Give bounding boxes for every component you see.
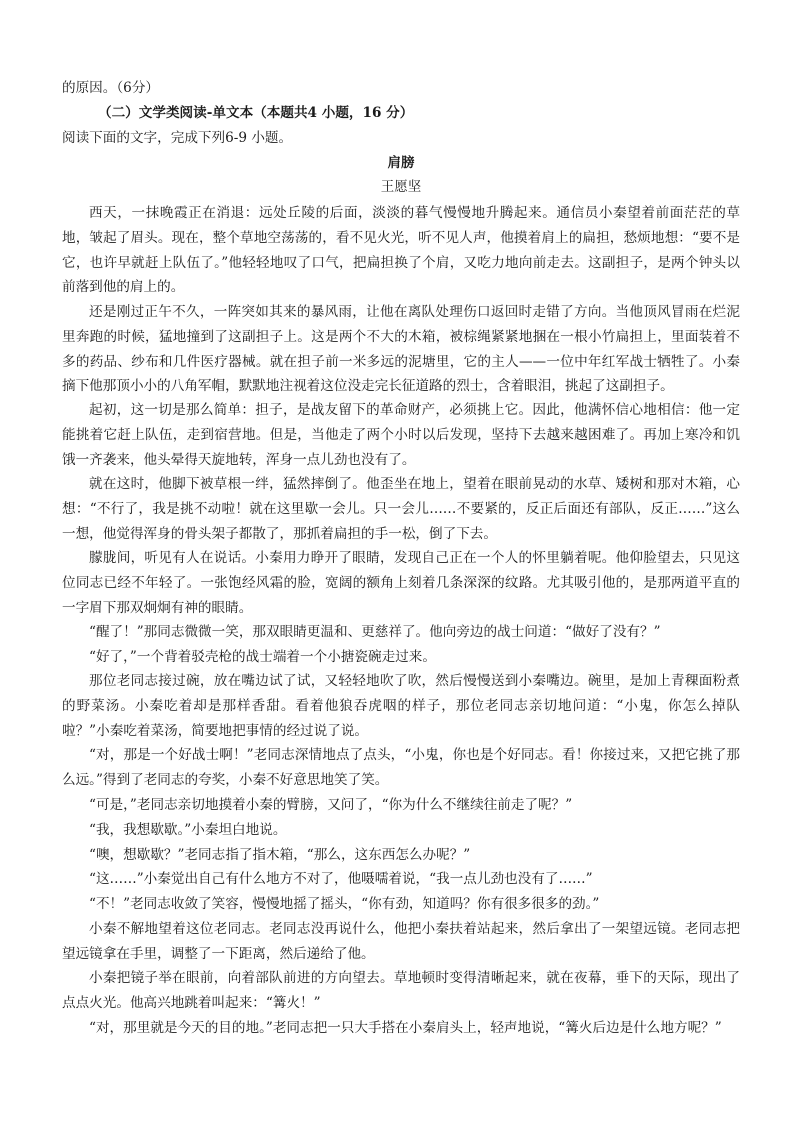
paragraph: “不！”老同志收敛了笑容，慢慢地摇了摇头，“你有劲，知道吗？你有很多很多的劲。” <box>89 896 600 912</box>
paragraph: “可是，”老同志亲切地摸着小秦的臂膀，又问了，“你为什么不继续往前走了呢？” <box>89 797 573 813</box>
paragraph: “这……”小秦觉出自己有什么地方不对了，他嗫嚅着说，“我一点儿劲也没有了……” <box>89 871 593 887</box>
intro-line: 的原因。（6分） <box>62 80 160 96</box>
paragraph: 就在这时，他脚下被草根一绊，猛然摔倒了。他歪坐在地上，望着在眼前晃动的水草、矮树和那对木箱，心想：“不行了，我是挑不动啦！就在这里歇一会儿。只一会儿……不要紧的，反正后面还有部队，反正……”这么一想，他觉得浑身的骨头架子都散了，那抓着扁担的手一松，倒了下去。 <box>62 476 740 542</box>
section-heading: （二）文学类阅读-单文本（本题共4 小题，16 分） <box>98 105 414 121</box>
paragraph: 那位老同志接过碗，放在嘴边试了试，又轻轻地吹了吹，然后慢慢送到小秦嘴边。碗里，是加上青稞面粉煮的野菜汤。小秦吃着却是那样香甜。看着他狼吞虎咽的样子，那位老同志亲切地问道：“小鬼，你怎么掉队啦？”小秦吃着菜汤，简要地把事情的经过说了说。 <box>62 673 740 739</box>
story-title: 肩膀 <box>387 155 415 171</box>
paragraph: 西天，一抹晚霞正在消退：远处丘陵的后面，淡淡的暮气慢慢地升腾起来。通信员小秦望着前面茫茫的草地，皱起了眉头。现在，整个草地空荡荡的，看不见火光，听不见人声，他摸着肩上的扁担，愁烦地想：“要不是它，也许早就赶上队伍了。”他轻轻地叹了口气，把扁担换了个肩，又吃力地向前走去。这副担子，是两个钟头以前落到他的肩上的。 <box>62 205 740 296</box>
paragraph: “我，我想歇歇。”小秦坦白地说。 <box>89 822 287 838</box>
story-author: 王愿坚 <box>380 179 422 195</box>
paragraph: 小秦不解地望着这位老同志。老同志没再说什么，他把小秦扶着站起来，然后拿出了一架望远镜。老同志把望远镜拿在手里，调整了一下距离，然后递给了他。 <box>62 921 740 962</box>
paragraph: “好了，”一个背着驳壳枪的战士端着一个小搪瓷碗走过来。 <box>89 649 436 665</box>
paragraph: “对，那是一个好战士啊！”老同志深情地点了点头，“小鬼，你也是个好同志。看！你接过来，又把它挑了那么远。”得到了老同志的夸奖，小秦不好意思地笑了笑。 <box>62 747 740 788</box>
paragraph: “醒了！”那同志微微一笑，那双眼睛更温和、更慈祥了。他向旁边的战士问道：“做好了没有？” <box>89 624 661 640</box>
paragraph: 小秦把镜子举在眼前，向着部队前进的方向望去。草地顿时变得清晰起来，就在夜幕，垂下的天际，现出了点点火光。他高兴地跳着叫起来：“篝火！” <box>62 970 740 1011</box>
paragraph: 还是刚过正午不久，一阵突如其来的暴风雨，让他在离队处理伤口返回时走错了方向。当他顶风冒雨在烂泥里奔跑的时候，猛地撞到了这副担子上。这是两个不大的木箱，被棕绳紧紧地捆在一根小竹扁担上，里面装着不多的药品、纱布和几件医疗器械。就在担子前一米多远的泥塘里，它的主人——一位中年红军战士牺牲了。小秦摘下他那顶小小的八角军帽，默默地注视着这位没走完长征道路的烈士，含着眼泪，挑起了这副担子。 <box>62 304 740 395</box>
paragraph: 起初，这一切是那么简单：担子，是战友留下的革命财产，必须挑上它。因此，他满怀信心地相信：他一定能挑着它赶上队伍，走到宿营地。但是，当他走了两个小时以后发现，坚持下去越来越困难了。再加上寒冷和饥饿一齐袭来，他头晕得天旋地转，浑身一点儿劲也没有了。 <box>62 402 740 468</box>
instruction-line: 阅读下面的文字，完成下列6-9 小题。 <box>62 130 293 146</box>
paragraph: “噢，想歇歇？”老同志指了指木箱，“那么，这东西怎么办呢？” <box>89 847 471 863</box>
paragraph: 朦胧间，听见有人在说话。小秦用力睁开了眼睛，发现自己正在一个人的怀里躺着呢。他仰脸望去，只见这位同志已经不年轻了。一张饱经风霜的脸，宽阔的额角上刻着几条深深的纹路。尤其吸引他的，是那两道平直的一字眉下那双炯炯有神的眼睛。 <box>62 550 740 616</box>
paragraph: “对，那里就是今天的目的地。”老同志把一只大手搭在小秦肩头上，轻声地说，“篝火后边是什么地方呢？” <box>89 1020 722 1036</box>
